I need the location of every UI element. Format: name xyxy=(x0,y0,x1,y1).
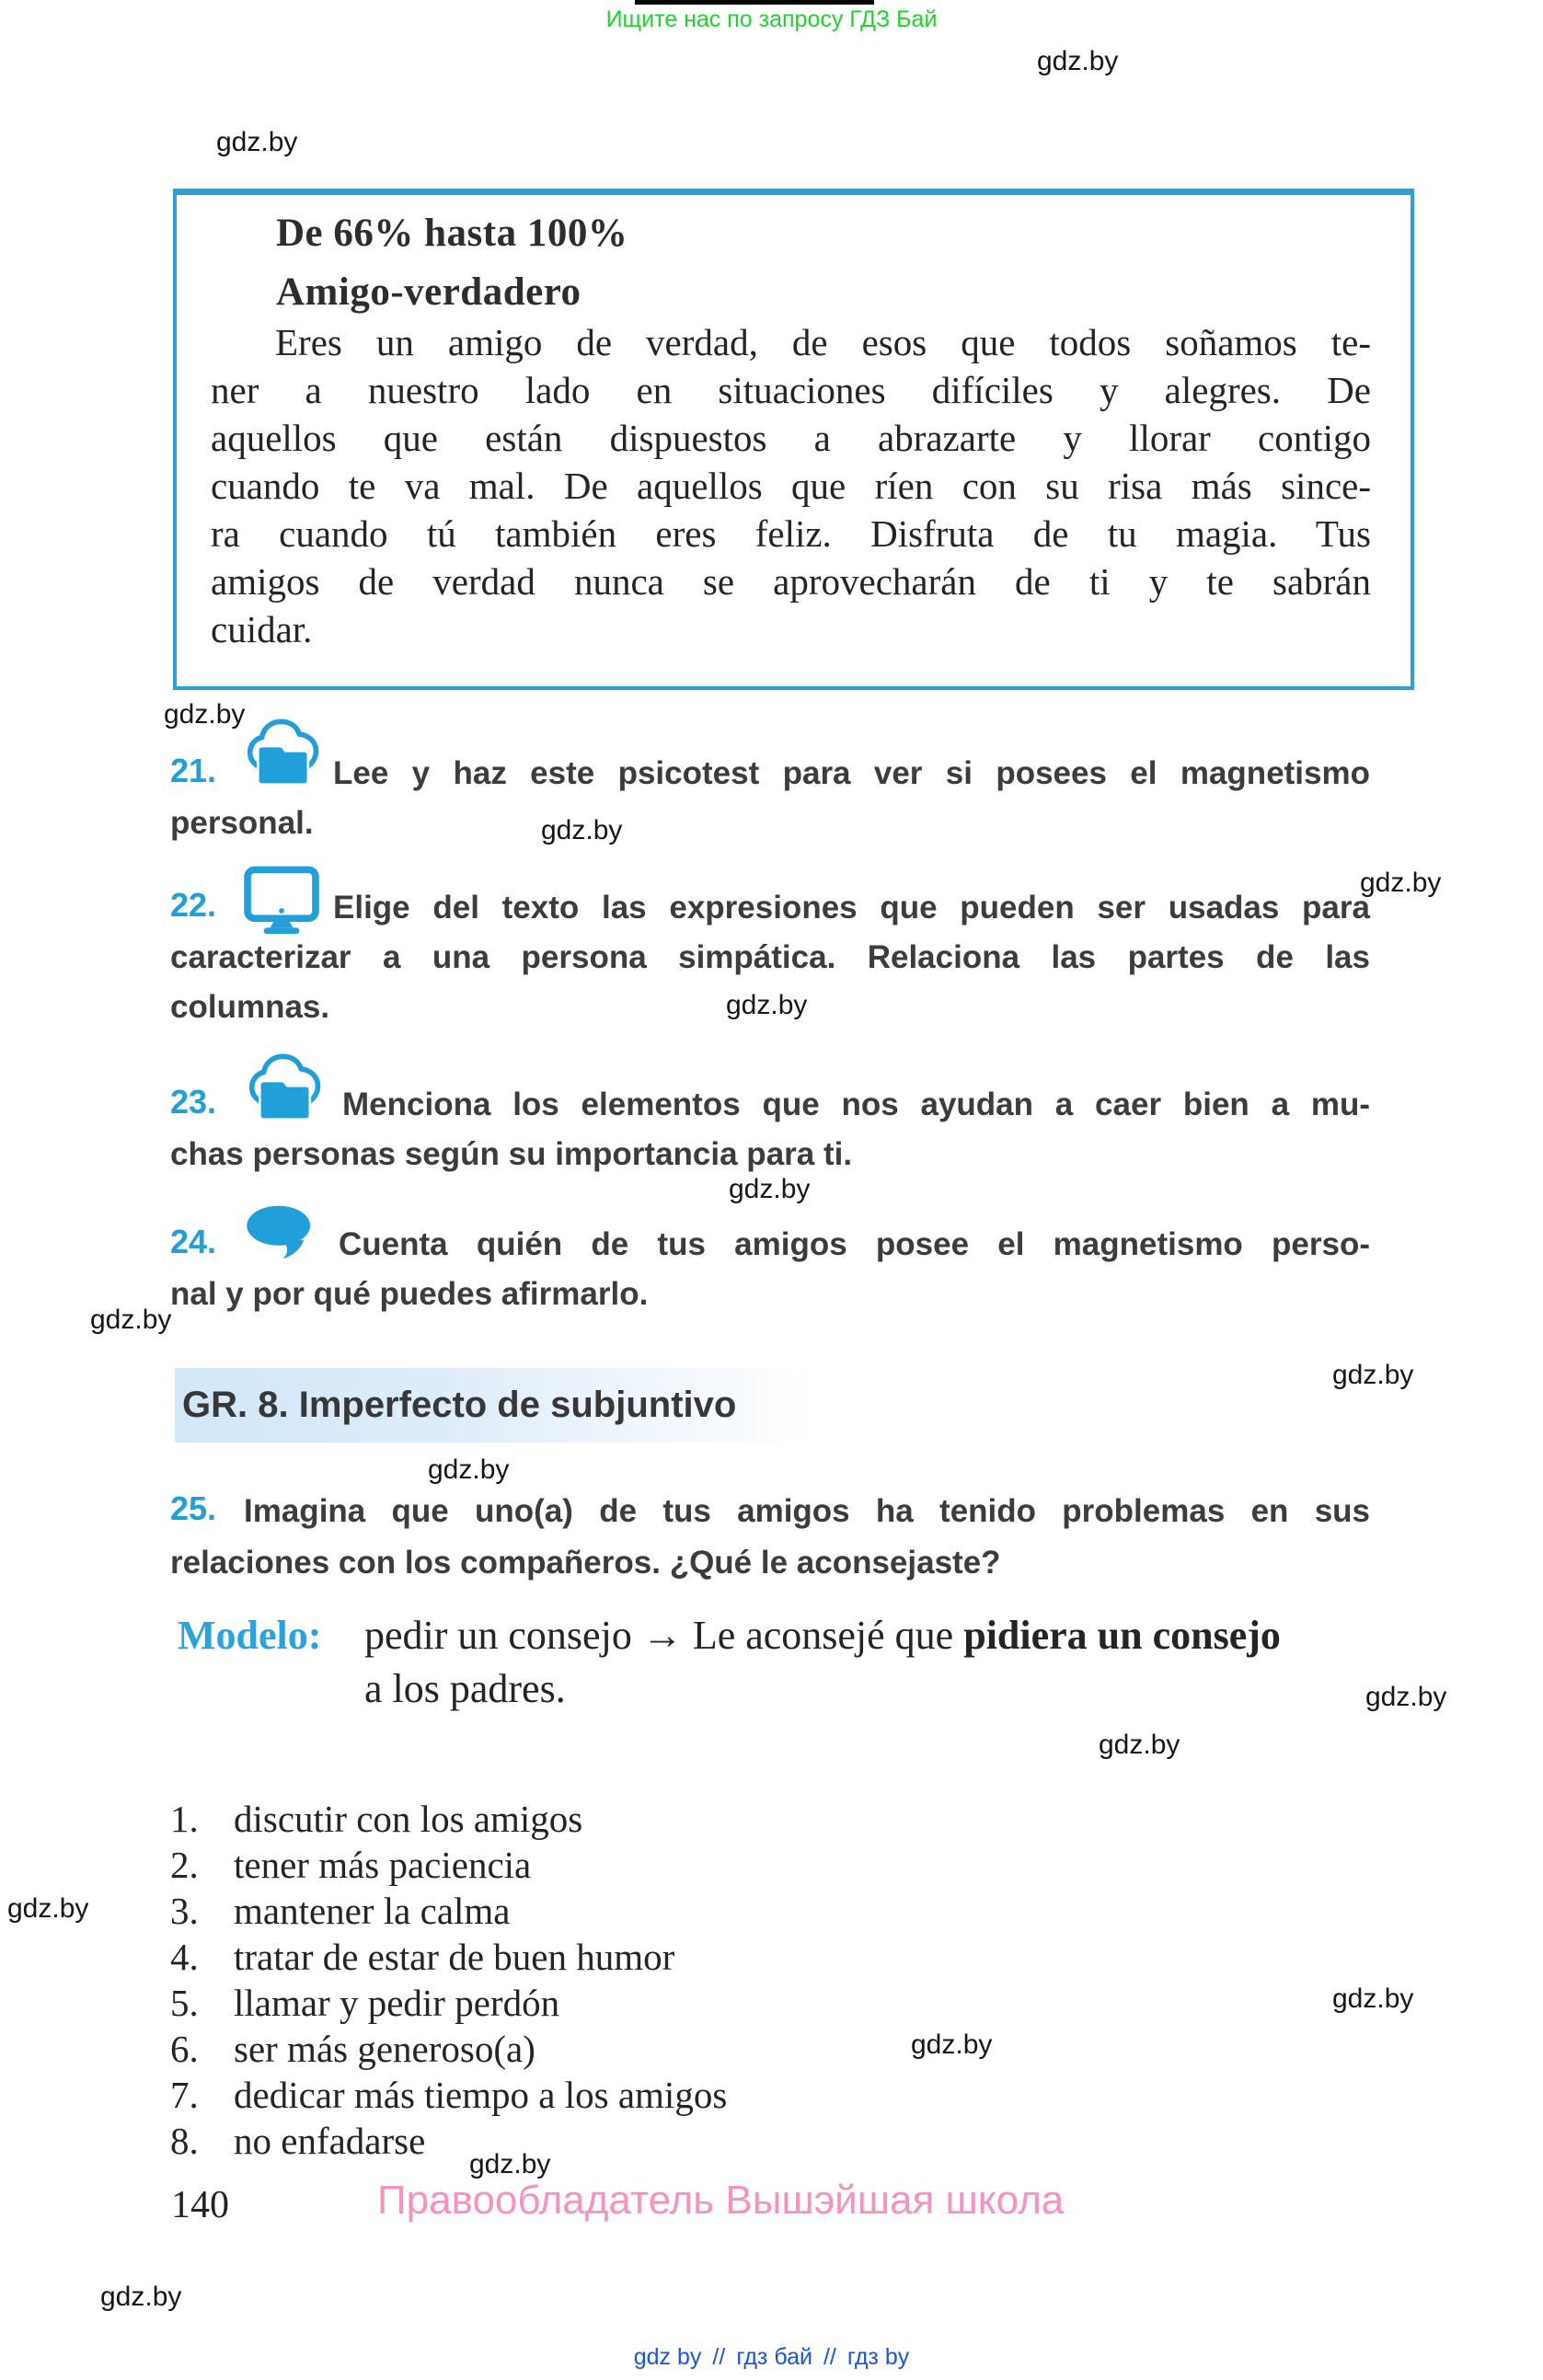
exercise-number: 21. xyxy=(170,752,217,789)
watermark: gdz.by xyxy=(1360,868,1442,898)
exercise-text-line: Lee y haz este psicotest para ver si posees el magnetismo xyxy=(333,755,1370,791)
footer-link-separator: // xyxy=(823,2344,836,2370)
quote-title-name: Amigo-verdadero xyxy=(276,270,582,314)
watermark: gdz.by xyxy=(729,1174,811,1204)
footer-links xyxy=(0,2346,1543,2369)
quote-box xyxy=(173,189,1414,690)
exercise-text-line: relaciones con los compañeros. ¿Qué le aconsejaste? xyxy=(170,1545,1001,1581)
promo-note: Ищите нас по запросу ГДЗ Бай xyxy=(605,6,938,32)
exercise-text-line: nal y por qué puedes afirmarlo. xyxy=(170,1276,649,1312)
exercise-text-line: Menciona los elementos que nos ayudan a caer bien a mu- xyxy=(342,1087,1370,1122)
exercise-number: 23. xyxy=(170,1083,217,1121)
quote-paragraph-line: ra cuando tú también eres feliz. Disfruta de tu magia. Tus xyxy=(211,512,1371,555)
list-item xyxy=(170,2072,998,2118)
quote-paragraph-line: ner a nuestro lado en situaciones difíciles y alegres. De xyxy=(211,369,1371,411)
list-item-number: 5. xyxy=(170,1982,199,2024)
list-item-number: 3. xyxy=(170,1890,199,1932)
watermark: gdz.by xyxy=(541,815,623,845)
exercise-text-line: caracterizar a una persona simpática. Relaciona las partes de las xyxy=(170,939,1370,975)
exercise-text-line: Cuenta quién de tus amigos posee el magnetismo perso- xyxy=(339,1226,1370,1262)
exercise-text-line: Elige del texto las expresiones que pueden ser usadas para xyxy=(333,890,1370,926)
modelo-example-bold: pidiera un consejo xyxy=(963,1613,1281,1658)
exercise-text-line: columnas. xyxy=(170,989,330,1025)
list-item-text: llamar y pedir perdón xyxy=(234,1982,560,2024)
grammar-heading-text: GR. 8. Imperfecto de subjuntivo xyxy=(182,1385,737,1425)
watermark: gdz.by xyxy=(90,1305,172,1335)
list-item-text: dedicar más tiempo a los amigos xyxy=(234,2074,728,2116)
list-item-number: 8. xyxy=(170,2120,199,2162)
exercise-text-line: Imagina que uno(a) de tus amigos ha tenido problemas en sus xyxy=(244,1493,1370,1529)
footer-link[interactable]: гдз by xyxy=(846,2344,910,2370)
cloud-folder-icon xyxy=(242,714,325,791)
watermark: gdz.by xyxy=(216,127,298,157)
list-item-text: no enfadarse xyxy=(234,2120,426,2162)
modelo-example-line xyxy=(364,1615,1281,1656)
list-item xyxy=(170,2026,998,2072)
watermark: gdz.by xyxy=(469,2149,551,2179)
quote-paragraph-line: aquellos que están dispuestos a abrazarte y llorar contigo xyxy=(211,417,1371,459)
list-item-text: discutir con los amigos xyxy=(234,1798,583,1840)
page-number: 140 xyxy=(171,2184,229,2226)
grammar-section-heading xyxy=(175,1368,819,1443)
quote-paragraph-line: cuando te va mal. De aquellos que ríen con su risa más since- xyxy=(211,465,1371,507)
list-item xyxy=(170,1934,998,1980)
list-item-number: 6. xyxy=(170,2028,199,2070)
modelo-example-continuation: a los padres. xyxy=(364,1666,566,1711)
list-item xyxy=(170,1842,998,1888)
watermark: gdz.by xyxy=(7,1893,89,1924)
modelo-label: Modelo: xyxy=(178,1613,322,1658)
list-item xyxy=(170,2118,998,2164)
watermark: gdz.by xyxy=(1332,1360,1414,1390)
scan-artifact-strip xyxy=(635,0,874,5)
list-item-text: mantener la calma xyxy=(234,1890,511,1932)
watermark: gdz.by xyxy=(911,2029,993,2060)
monitor-icon xyxy=(243,865,320,937)
footer-link[interactable]: гдз бай xyxy=(736,2344,812,2370)
list-item xyxy=(170,1888,998,1934)
list-item xyxy=(170,1980,998,2026)
watermark: gdz.by xyxy=(428,1454,510,1485)
exercise-number: 24. xyxy=(170,1223,217,1260)
list-item-number: 4. xyxy=(170,1936,199,1978)
quote-title-percent: De 66% hasta 100% xyxy=(276,212,628,255)
watermark: gdz.by xyxy=(1365,1682,1447,1712)
modelo-example-text: pedir un consejo → Le aconsejé que xyxy=(364,1613,964,1658)
quote-paragraph-line: amigos de verdad nunca se aprovecharán de ti y te sabrán xyxy=(211,560,1371,603)
watermark: gdz.by xyxy=(726,990,808,1020)
exercise-text-line: chas personas según su importancia para ti. xyxy=(170,1136,853,1172)
watermark: gdz.by xyxy=(1037,46,1119,76)
quote-paragraph-line: Eres un amigo de verdad, de esos que todos soñamos te- xyxy=(275,321,1371,363)
exercise-text-line: personal. xyxy=(170,805,314,841)
quote-paragraph-line: cuidar. xyxy=(211,608,313,650)
list-item-text: tratar de estar de buen humor xyxy=(234,1936,675,1978)
list-item xyxy=(170,1796,998,1842)
copyright-notice: Правообладатель Вышэйшая школа xyxy=(377,2178,1065,2223)
list-item-number: 2. xyxy=(170,1844,199,1886)
list-item-text: tener más paciencia xyxy=(234,1844,532,1886)
watermark: gdz.by xyxy=(1332,1983,1414,2014)
watermark: gdz.by xyxy=(164,699,246,730)
watermark: gdz.by xyxy=(1099,1730,1180,1760)
speech-bubble-icon xyxy=(243,1203,322,1262)
list-item-text: ser más generoso(a) xyxy=(234,2028,535,2070)
exercise-number: 25. xyxy=(170,1489,217,1527)
exercise-number: 22. xyxy=(170,886,217,924)
cloud-folder-icon xyxy=(244,1049,327,1126)
verb-list xyxy=(170,1796,998,2164)
footer-link[interactable]: gdz by xyxy=(633,2344,702,2370)
list-item-number: 1. xyxy=(170,1798,199,1840)
footer-link-separator: // xyxy=(712,2344,726,2370)
watermark: gdz.by xyxy=(100,2282,182,2312)
list-item-number: 7. xyxy=(170,2074,199,2116)
